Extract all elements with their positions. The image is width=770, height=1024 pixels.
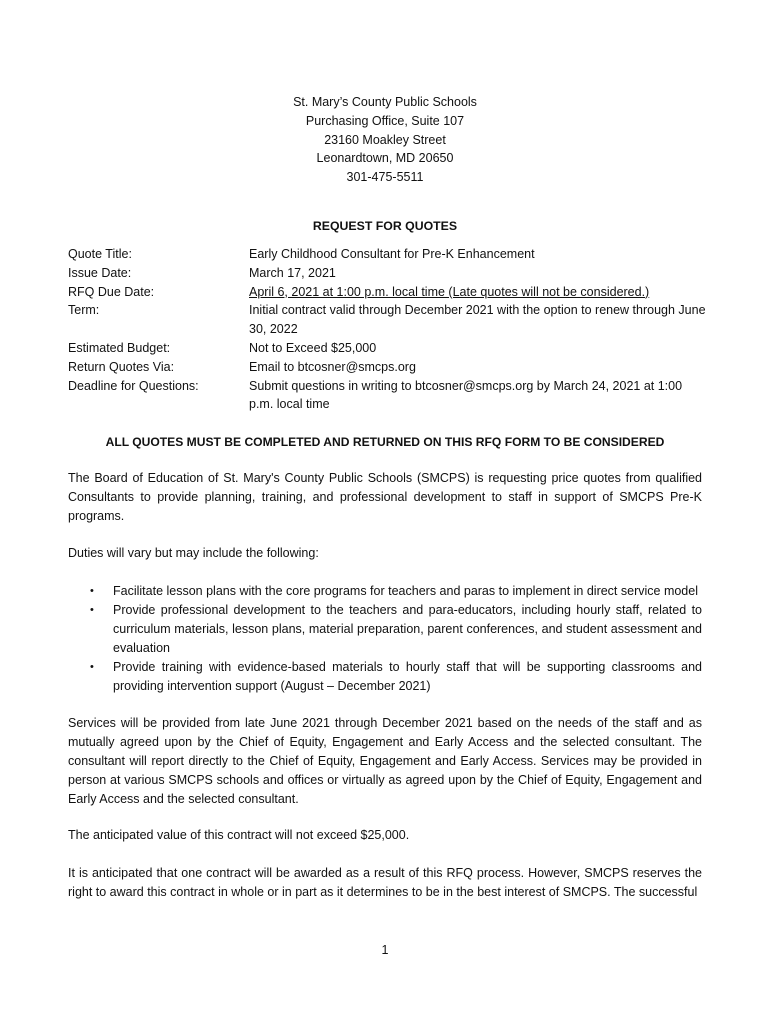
award-paragraph: It is anticipated that one contract will be awarded as a result of this RFQ process. However, SMCPS reserves the right to award this contract in whole or in part as it determines to be in the best interest of SMCPS. The successful: [68, 866, 702, 899]
field-value: Not to Exceed $25,000: [249, 340, 377, 355]
list-item: [68, 582, 702, 601]
services-paragraph: Services will be provided from late June 2021 through December 2021 based on the needs of the staff and as mutually agreed upon by the Chief of Equity, Engagement and Early Access and the selected consultant. The consultant will report directly to the Chief of Equity, Engagement and Early Access. Services may be provided in person at various SMCPS schools and offices or virtually as agreed upon by the Chief of Equity, Engagement and Early Access and the selected consultant.: [68, 716, 702, 806]
intro-paragraph: The Board of Education of St. Mary's County Public Schools (SMCPS) is requesting price quotes from qualified Consultants to provide planning, training, and professional development to staff in support of SMCPS Pre-K programs.: [68, 471, 702, 523]
field-value: Initial contract valid through December 2021 with the option to renew through June 30, 2022: [249, 303, 706, 337]
page-number: 1: [381, 943, 389, 957]
duty-text: Provide training with evidence-based materials to hourly staff that will be supporting classrooms and providing intervention support (August – December 2021): [113, 659, 702, 693]
field-value: Email to btcosner@smcps.org: [249, 359, 416, 374]
list-item: [68, 601, 702, 658]
field-term: [68, 301, 708, 339]
bullet-icon: •: [90, 660, 94, 673]
field-value: Submit questions in writing to btcosner@smcps.org by March 24, 2021 at 1:00 p.m. local time: [249, 378, 683, 412]
document-title: REQUEST FOR QUOTES: [312, 219, 458, 233]
field-label: RFQ Due Date:: [68, 284, 155, 299]
field-label: Term:: [68, 303, 100, 318]
duty-text: Provide professional development to the teachers and para-educators, including hourly staff, related to curriculum materials, lesson plans, material preparation, parent conferences, and student assessment and evaluation: [113, 602, 702, 655]
field-label: Quote Title:: [68, 247, 132, 261]
letterhead-city: Leonardtown, MD 20650: [316, 151, 454, 166]
field-question-deadline: [68, 377, 708, 415]
letterhead-phone: 301-475-5511: [346, 170, 424, 185]
bullet-icon: •: [90, 585, 94, 597]
field-issue-date: [68, 264, 708, 283]
completion-notice: ALL QUOTES MUST BE COMPLETED AND RETURNED ON THIS RFQ FORM TO BE CONSIDERED: [105, 435, 665, 449]
field-value: March 17, 2021: [249, 265, 336, 280]
letterhead-street: 23160 Moakley Street: [324, 132, 446, 147]
field-quote-title: [68, 245, 708, 264]
letterhead-office: Purchasing Office, Suite 107: [305, 113, 465, 128]
field-value: April 6, 2021 at 1:00 p.m. local time (Late quotes will not be considered.): [249, 284, 650, 299]
contract-value-paragraph: The anticipated value of this contract will not exceed $25,000.: [68, 828, 410, 842]
letterhead-org-name: St. Mary’s County Public Schools: [293, 95, 477, 109]
field-label: Return Quotes Via:: [68, 359, 175, 374]
duties-list: [68, 582, 702, 695]
duties-intro: Duties will vary but may include the following:: [68, 546, 319, 560]
field-return-quotes: [68, 358, 708, 377]
bullet-icon: •: [90, 603, 94, 616]
duty-text: Facilitate lesson plans with the core programs for teachers and paras to implement in direct service model: [113, 584, 698, 598]
rfq-details: [68, 245, 708, 414]
field-estimated-budget: [68, 339, 708, 358]
field-due-date: [68, 283, 708, 302]
field-label: Issue Date:: [68, 265, 132, 280]
list-item: [68, 658, 702, 696]
field-value: Early Childhood Consultant for Pre-K Enhancement: [249, 247, 535, 261]
field-label: Deadline for Questions:: [68, 378, 199, 393]
letterhead: [0, 93, 770, 187]
field-label: Estimated Budget:: [68, 340, 171, 355]
